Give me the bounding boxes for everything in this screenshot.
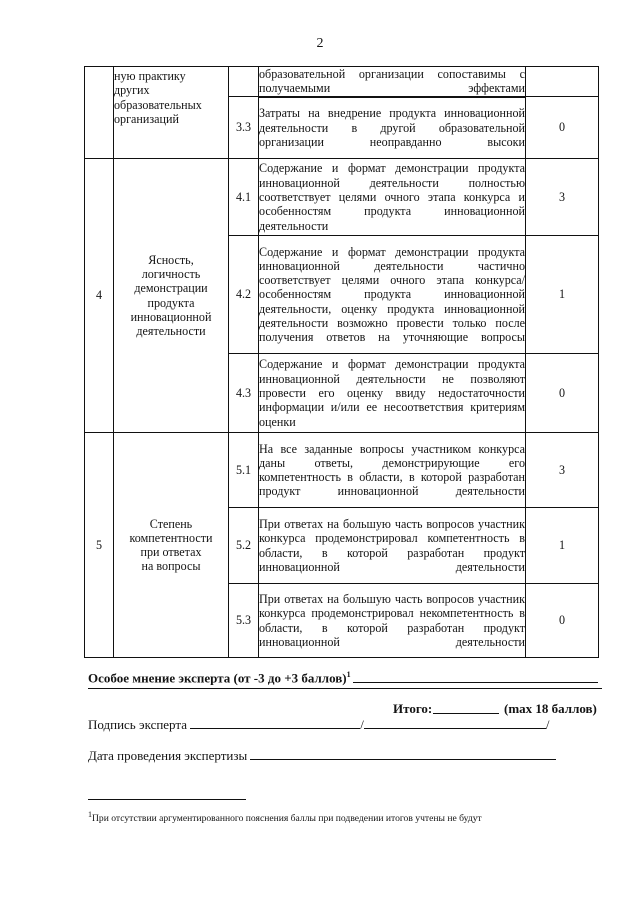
date-line bbox=[88, 747, 602, 764]
footnote-divider bbox=[88, 799, 246, 800]
special-opinion-field[interactable] bbox=[353, 682, 598, 683]
footnote-ref: 1 bbox=[346, 670, 351, 679]
total-max: (max 18 баллов) bbox=[504, 701, 597, 716]
criteria-table bbox=[84, 66, 599, 658]
indicator-description: На все заданные вопросы участником конкурса даны ответы, демонстрирующие его компетентность в области, в которой разработан продукт инновационной деятельности bbox=[259, 433, 526, 508]
divider bbox=[88, 688, 602, 689]
signature-name-field[interactable] bbox=[364, 716, 546, 729]
total-label: Итого: bbox=[393, 701, 433, 716]
indicator-number: 5.2 bbox=[229, 508, 259, 584]
indicator-description: Содержание и формат демонстрации продукта инновационной деятельности частично соответствует целями очного этапа конкурса/особенностям продукта инновационной деятельности, оценку продукта инновационной деятельности возможно провести только после получения ответов на уточняющие вопросы bbox=[259, 236, 526, 354]
indicator-score: 0 bbox=[526, 354, 599, 433]
indicator-score: 0 bbox=[526, 97, 599, 159]
indicator-number: 4.3 bbox=[229, 354, 259, 433]
footnote-mark: 1 bbox=[88, 810, 92, 819]
criterion-number: 5 bbox=[85, 433, 114, 658]
date-label: Дата проведения экспертизы bbox=[88, 748, 248, 763]
indicator-number: 3.3 bbox=[229, 97, 259, 159]
special-opinion-label: Особое мнение эксперта (от -3 до +3 баллов) bbox=[88, 670, 347, 686]
indicator-score: 3 bbox=[526, 433, 599, 508]
signature-label: Подпись эксперта bbox=[88, 717, 187, 732]
signature-line: Подпись эксперта / / bbox=[88, 717, 550, 732]
date-field[interactable] bbox=[250, 747, 556, 760]
special-opinion-line bbox=[88, 670, 602, 686]
indicator-number: 5.1 bbox=[229, 433, 259, 508]
indicator-score: 1 bbox=[526, 508, 599, 584]
indicator-description: При ответах на большую часть вопросов участник конкурса продемонстрировал компетентность в области, в которой разработан продукт инновационной деятельности bbox=[259, 508, 526, 584]
criterion-name: Степень компетентности при ответах на вопросы bbox=[114, 433, 229, 658]
indicator-number bbox=[229, 67, 259, 97]
table-row bbox=[85, 159, 599, 236]
table-row bbox=[85, 433, 599, 508]
criterion-name: Ясность, логичность демонстрации продукта инновационной деятельности bbox=[114, 159, 229, 433]
footnote bbox=[88, 810, 482, 824]
indicator-description: Содержание и формат демонстрации продукта инновационной деятельности полностью соответствует целями очного этапа конкурса и особенностям продукта инновационной деятельности bbox=[259, 159, 526, 236]
signature-field[interactable] bbox=[190, 716, 360, 729]
indicator-score: 0 bbox=[526, 584, 599, 658]
indicator-score: 1 bbox=[526, 236, 599, 354]
criterion-number bbox=[85, 67, 114, 159]
indicator-score: 3 bbox=[526, 159, 599, 236]
footnote-text: При отсутствии аргументированного пояснения баллы при подведении итогов учтены не будут bbox=[92, 813, 482, 825]
indicator-description: Затраты на внедрение продукта инновационной деятельности в другой образовательной организации неоправданно высоки bbox=[259, 97, 526, 159]
table-row bbox=[85, 67, 599, 97]
criterion-name: ную практику других образовательных организаций bbox=[114, 67, 229, 159]
criterion-number: 4 bbox=[85, 159, 114, 433]
page-number: 2 bbox=[316, 36, 324, 51]
indicator-description: При ответах на большую часть вопросов участник конкурса продемонстрировал некомпетентность в области, в которой разработан продукт инновационной деятельности bbox=[259, 584, 526, 658]
indicator-description: Содержание и формат демонстрации продукта инновационной деятельности не позволяют провести его оценку ввиду недостаточности информации и/или ее несоответствия критериям оценки bbox=[259, 354, 526, 433]
indicator-score bbox=[526, 67, 599, 97]
indicator-number: 4.2 bbox=[229, 236, 259, 354]
indicator-number: 4.1 bbox=[229, 159, 259, 236]
indicator-number: 5.3 bbox=[229, 584, 259, 658]
indicator-description: образовательной организации сопоставимы с получаемыми эффектами bbox=[259, 67, 525, 96]
total-field[interactable] bbox=[433, 713, 499, 714]
